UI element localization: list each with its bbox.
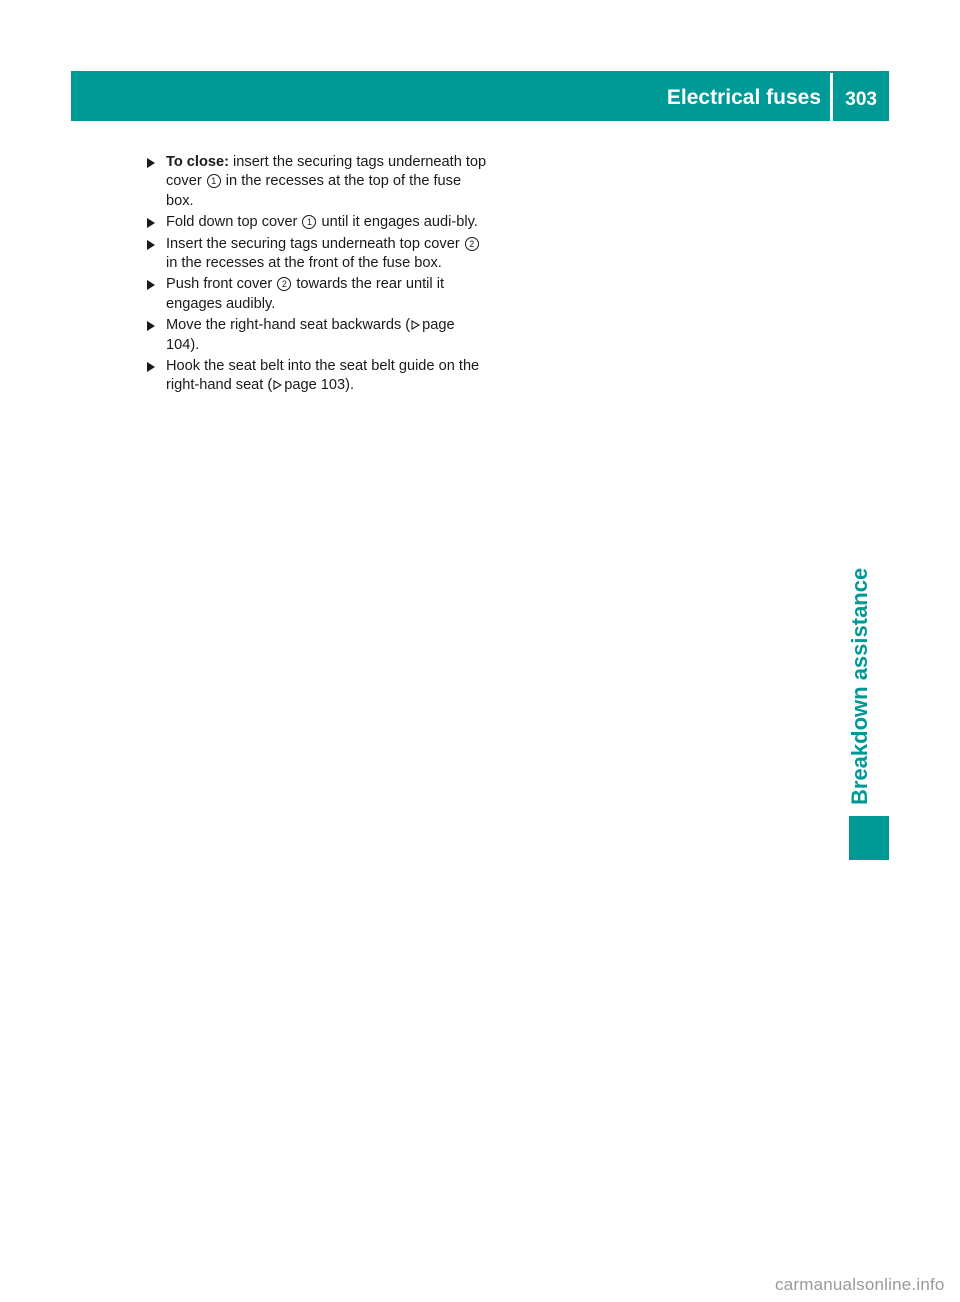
step-text: Push front cover — [166, 276, 277, 293]
instruction-step — [145, 153, 490, 211]
step-arrow-icon — [147, 362, 155, 372]
instruction-step — [145, 357, 490, 396]
side-tab-label: Breakdown assistance — [847, 567, 872, 805]
step-text: in the recesses at the top of the fuse box. — [166, 173, 462, 209]
step-text: ). — [345, 377, 355, 394]
step-text: Insert the securing tags underneath top cover — [166, 235, 464, 252]
page-reference-icon — [411, 320, 420, 330]
page-reference-link[interactable]: page 103 — [284, 377, 346, 394]
page-reference-icon — [273, 380, 282, 390]
step-arrow-icon — [147, 158, 155, 168]
step-lead: To close: — [166, 154, 229, 170]
page-reference-link[interactable]: page 104 — [166, 317, 455, 353]
step-text: Hook the seat belt into the seat belt guide on the right-hand seat ( — [166, 358, 480, 394]
callout-number-icon: 2 — [465, 237, 479, 251]
callout-number-icon: 1 — [207, 174, 221, 188]
step-arrow-icon — [147, 240, 155, 250]
instruction-step — [145, 235, 490, 274]
step-text: Move the right-hand seat backwards ( — [166, 317, 411, 334]
instruction-step — [145, 316, 490, 355]
step-arrow-icon — [147, 218, 155, 228]
header-divider — [830, 73, 833, 121]
callout-number-icon: 1 — [302, 215, 316, 229]
page-header-bar — [71, 71, 889, 121]
page-number: 303 — [845, 89, 877, 110]
callout-number-icon: 2 — [277, 277, 291, 291]
step-arrow-icon — [147, 321, 155, 331]
step-arrow-icon — [147, 280, 155, 290]
step-text: ). — [190, 336, 200, 353]
step-text: in the recesses at the front of the fuse box. — [166, 255, 442, 272]
side-tab-marker — [849, 816, 889, 860]
step-text: until it engages audi-bly. — [317, 214, 478, 231]
watermark-text: carmanualsonline.info — [775, 1275, 945, 1294]
instruction-step — [145, 213, 490, 232]
step-text: insert the securing tags underneath top cover — [166, 154, 487, 190]
step-text: towards the rear until it engages audibly. — [166, 276, 445, 312]
instruction-list — [145, 153, 490, 398]
step-text: Fold down top cover — [166, 214, 302, 231]
section-title: Electrical fuses — [666, 86, 821, 109]
instruction-step — [145, 275, 490, 314]
